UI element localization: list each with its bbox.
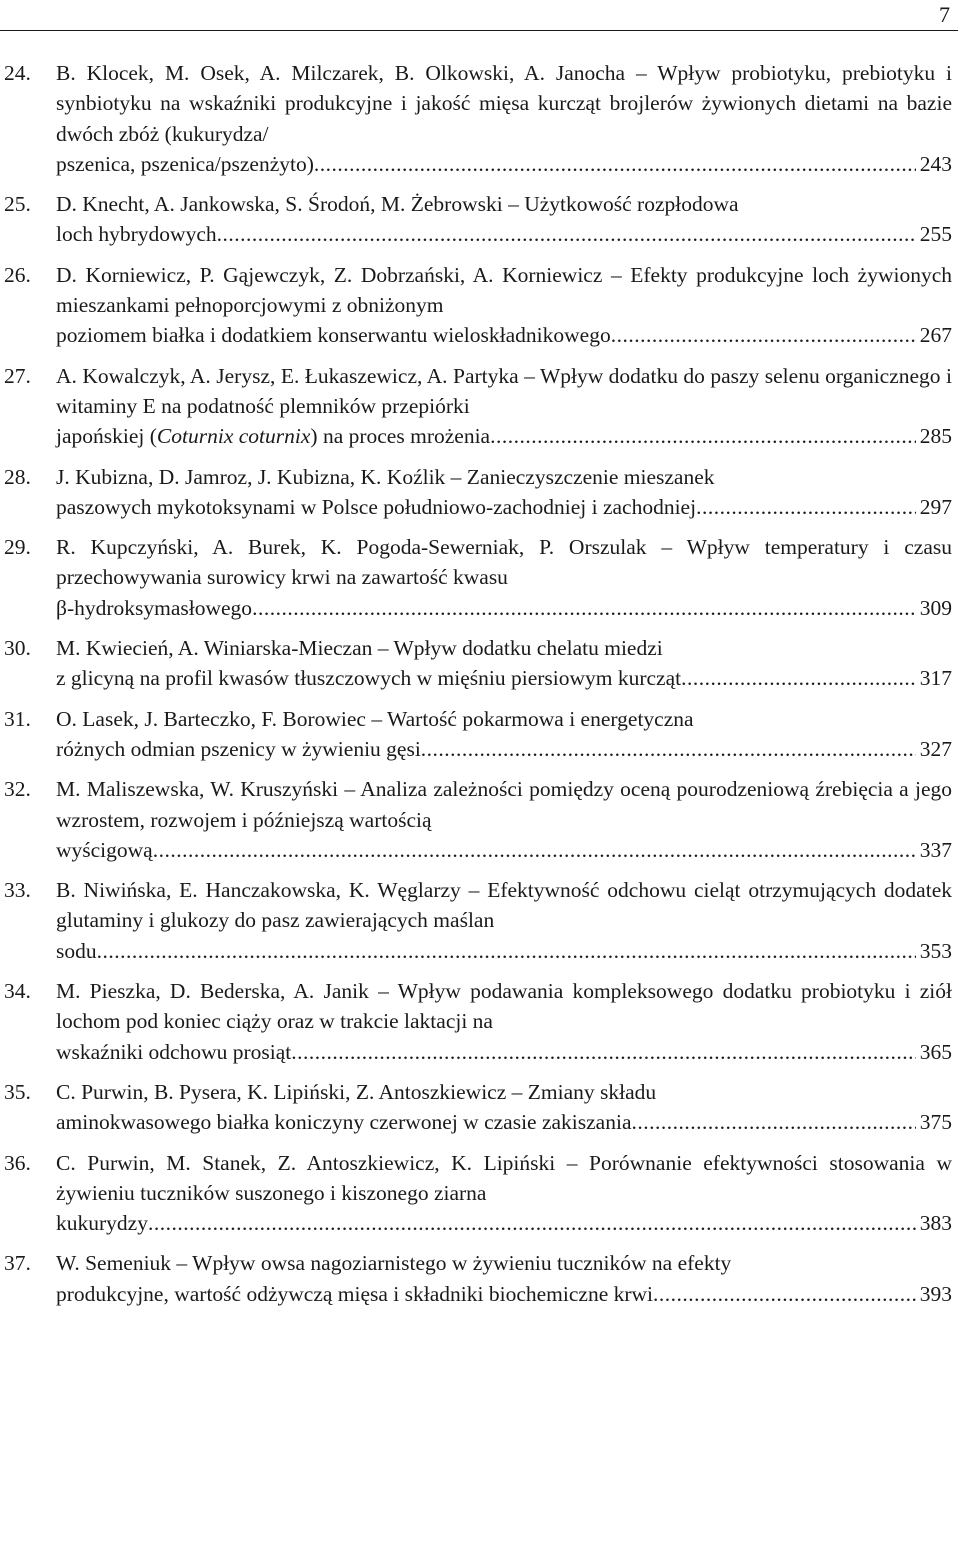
dot-leader xyxy=(681,663,916,693)
toc-entry xyxy=(0,1077,960,1138)
entry-text: M. Pieszka, D. Bederska, A. Janik – Wpływ podawania kompleksowego dodatku probiotyku i ziół lochom pod koniec ciąży oraz w trakcie laktacji na xyxy=(56,979,952,1034)
entry-text-end: pszenica, pszenica/pszenżyto) xyxy=(56,151,314,176)
entry-text-end: kukurydzy xyxy=(56,1211,148,1236)
dot-leader xyxy=(653,1279,916,1309)
entry-last-line xyxy=(56,421,952,451)
toc-entry xyxy=(0,532,960,623)
toc-entry xyxy=(0,361,960,452)
entry-number: 35. xyxy=(4,1079,31,1104)
entry-page-number: 297 xyxy=(919,494,952,519)
page-number: 7 xyxy=(939,2,950,27)
entry-page-number: 327 xyxy=(919,736,952,761)
entry-page-number: 285 xyxy=(919,424,952,449)
entry-last-line xyxy=(56,219,952,249)
species-name: Coturnix coturnix xyxy=(156,424,311,449)
dot-leader xyxy=(148,1208,916,1238)
dot-leader xyxy=(421,734,916,764)
entry-number: 24. xyxy=(4,61,31,85)
toc-entry xyxy=(0,633,960,694)
entry-last-line xyxy=(56,1107,952,1137)
entry-last-line xyxy=(56,320,952,350)
toc-entry xyxy=(0,260,960,351)
entry-page-number: 353 xyxy=(919,938,952,963)
entry-text-end: produkcyjne, wartość odżywczą mięsa i składniki biochemiczne krwi xyxy=(56,1281,654,1306)
entry-text-end xyxy=(56,421,490,451)
toc-entry xyxy=(0,774,960,865)
entry-text: D. Korniewicz, P. Gąjewczyk, Z. Dobrzański, A. Korniewicz – Efekty produkcyjne loch żywionych mieszankami pełnoporcjowymi z obniżonym xyxy=(56,262,952,318)
entry-last-line xyxy=(56,835,952,865)
entry-text: D. Knecht, A. Jankowska, S. Środoń, M. Żebrowski – Użytkowość rozpłodowa xyxy=(56,192,739,217)
dot-leader xyxy=(217,219,916,249)
entry-text: M. Kwiecień, A. Winiarska-Mieczan – Wpływ dodatku chelatu miedzi xyxy=(56,636,663,661)
entry-page-number: 365 xyxy=(919,1039,952,1064)
entry-page-number: 243 xyxy=(919,151,952,176)
entry-text: J. Kubizna, D. Jamroz, J. Kubizna, K. Koźlik – Zanieczyszczenie mieszanek xyxy=(56,464,715,489)
entry-number: 33. xyxy=(4,878,31,903)
entry-number: 36. xyxy=(4,1150,31,1175)
entry-text-end: loch hybrydowych xyxy=(56,222,217,247)
entry-text: W. Semeniuk – Wpływ owsa nagoziarnistego w żywieniu tuczników na efekty xyxy=(56,1251,732,1276)
entry-text-end: wskaźniki odchowu prosiąt xyxy=(56,1039,292,1064)
entry-number: 31. xyxy=(4,706,31,731)
entry-last-line xyxy=(56,936,952,966)
entry-text-end: różnych odmian pszenicy w żywieniu gęsi xyxy=(56,736,421,761)
entry-last-line xyxy=(56,1208,952,1238)
entry-text: M. Maliszewska, W. Kruszyński – Analiza zależności pomiędzy oceną pourodzeniową źrebięcia a jego wzrostem, rozwojem i późniejszą wartością xyxy=(56,777,952,832)
entry-number: 28. xyxy=(4,464,31,489)
dot-leader xyxy=(252,593,916,623)
entry-last-line xyxy=(56,1037,952,1067)
header-rule xyxy=(0,30,958,31)
toc-entry xyxy=(0,704,960,765)
entry-number: 32. xyxy=(4,777,31,802)
entry-page-number: 337 xyxy=(919,837,952,862)
entry-text-end: aminokwasowego białka koniczyny czerwonej w czasie zakiszania xyxy=(56,1110,632,1135)
entry-text: A. Kowalczyk, A. Jerysz, E. Łukaszewicz, A. Partyka – Wpływ dodatku do paszy selenu organicznego i witaminy E na podatność plemników przepiórki xyxy=(56,363,952,418)
entry-number: 29. xyxy=(4,535,31,560)
entry-number: 37. xyxy=(4,1251,31,1276)
entry-last-line xyxy=(56,593,952,623)
dot-leader xyxy=(291,1037,915,1067)
entry-last-line xyxy=(56,149,952,179)
entry-text-end: z glicyną na profil kwasów tłuszczowych w mięśniu piersiowym kurcząt xyxy=(56,666,682,691)
entry-page-number: 255 xyxy=(919,222,952,247)
entry-page-number: 383 xyxy=(919,1211,952,1236)
entry-text-end: β-hydroksymasłowego xyxy=(56,595,253,620)
dot-leader xyxy=(696,492,916,522)
toc-entry xyxy=(0,875,960,966)
entry-last-line xyxy=(56,734,952,764)
entry-text-end: sodu xyxy=(56,938,97,963)
entry-number: 30. xyxy=(4,636,31,661)
entry-number: 26. xyxy=(4,262,31,287)
entry-text: B. Klocek, M. Osek, A. Milczarek, B. Olkowski, A. Janocha – Wpływ probiotyku, prebiotyku i synbiotyku na wskaźniki produkcyjne i jakość mięsa kurcząt brojlerów żywionych dietami na bazie dwóch zbóż (kukurydza/ xyxy=(56,61,952,146)
entry-text-end-post: ) na proces mrożenia xyxy=(310,424,491,449)
entry-text-end-pre: japońskiej ( xyxy=(56,424,157,449)
dot-leader xyxy=(490,421,916,451)
entry-text-end: paszowych mykotoksynami w Polsce południowo-zachodniej i zachodniej xyxy=(56,494,697,519)
dot-leader xyxy=(97,936,916,966)
entry-page-number: 267 xyxy=(919,323,952,348)
entry-last-line xyxy=(56,663,952,693)
toc-entry xyxy=(0,976,960,1067)
entry-number: 27. xyxy=(4,363,31,388)
toc-entry xyxy=(0,58,960,179)
toc-entry xyxy=(0,462,960,523)
table-of-contents xyxy=(0,58,960,1309)
toc-entry xyxy=(0,189,960,250)
entry-page-number: 309 xyxy=(919,595,952,620)
entry-text: R. Kupczyński, A. Burek, K. Pogoda-Sewerniak, P. Orszulak – Wpływ temperatury i czasu przechowywania surowicy krwi na zawartość kwasu xyxy=(56,535,952,590)
entry-text-end: wyścigową xyxy=(56,837,153,862)
entry-text: B. Niwińska, E. Hanczakowska, K. Węglarzy – Efektywność odchowu cieląt otrzymujących dodatek glutaminy i glukozy do pasz zawierających maślan xyxy=(56,878,952,933)
toc-entry xyxy=(0,1148,960,1239)
dot-leader xyxy=(153,835,916,865)
entry-text: C. Purwin, B. Pysera, K. Lipiński, Z. Antoszkiewicz – Zmiany składu xyxy=(56,1079,657,1104)
entry-last-line xyxy=(56,492,952,522)
dot-leader xyxy=(611,320,916,350)
toc-entry xyxy=(0,1248,960,1309)
entry-text-end: poziomem białka i dodatkiem konserwantu wieloskładnikowego xyxy=(56,323,611,348)
entry-page-number: 393 xyxy=(919,1281,952,1306)
entry-last-line xyxy=(56,1279,952,1309)
entry-number: 25. xyxy=(4,192,31,217)
entry-text: O. Lasek, J. Barteczko, F. Borowiec – Wartość pokarmowa i energetyczna xyxy=(56,706,694,731)
entry-number: 34. xyxy=(4,979,31,1004)
dot-leader xyxy=(314,149,916,179)
entry-page-number: 317 xyxy=(919,666,952,691)
entry-text: C. Purwin, M. Stanek, Z. Antoszkiewicz, K. Lipiński – Porównanie efektywności stosowania w żywieniu tuczników suszonego i kiszonego ziarna xyxy=(56,1150,952,1205)
entry-page-number: 375 xyxy=(919,1110,952,1135)
dot-leader xyxy=(631,1107,915,1137)
